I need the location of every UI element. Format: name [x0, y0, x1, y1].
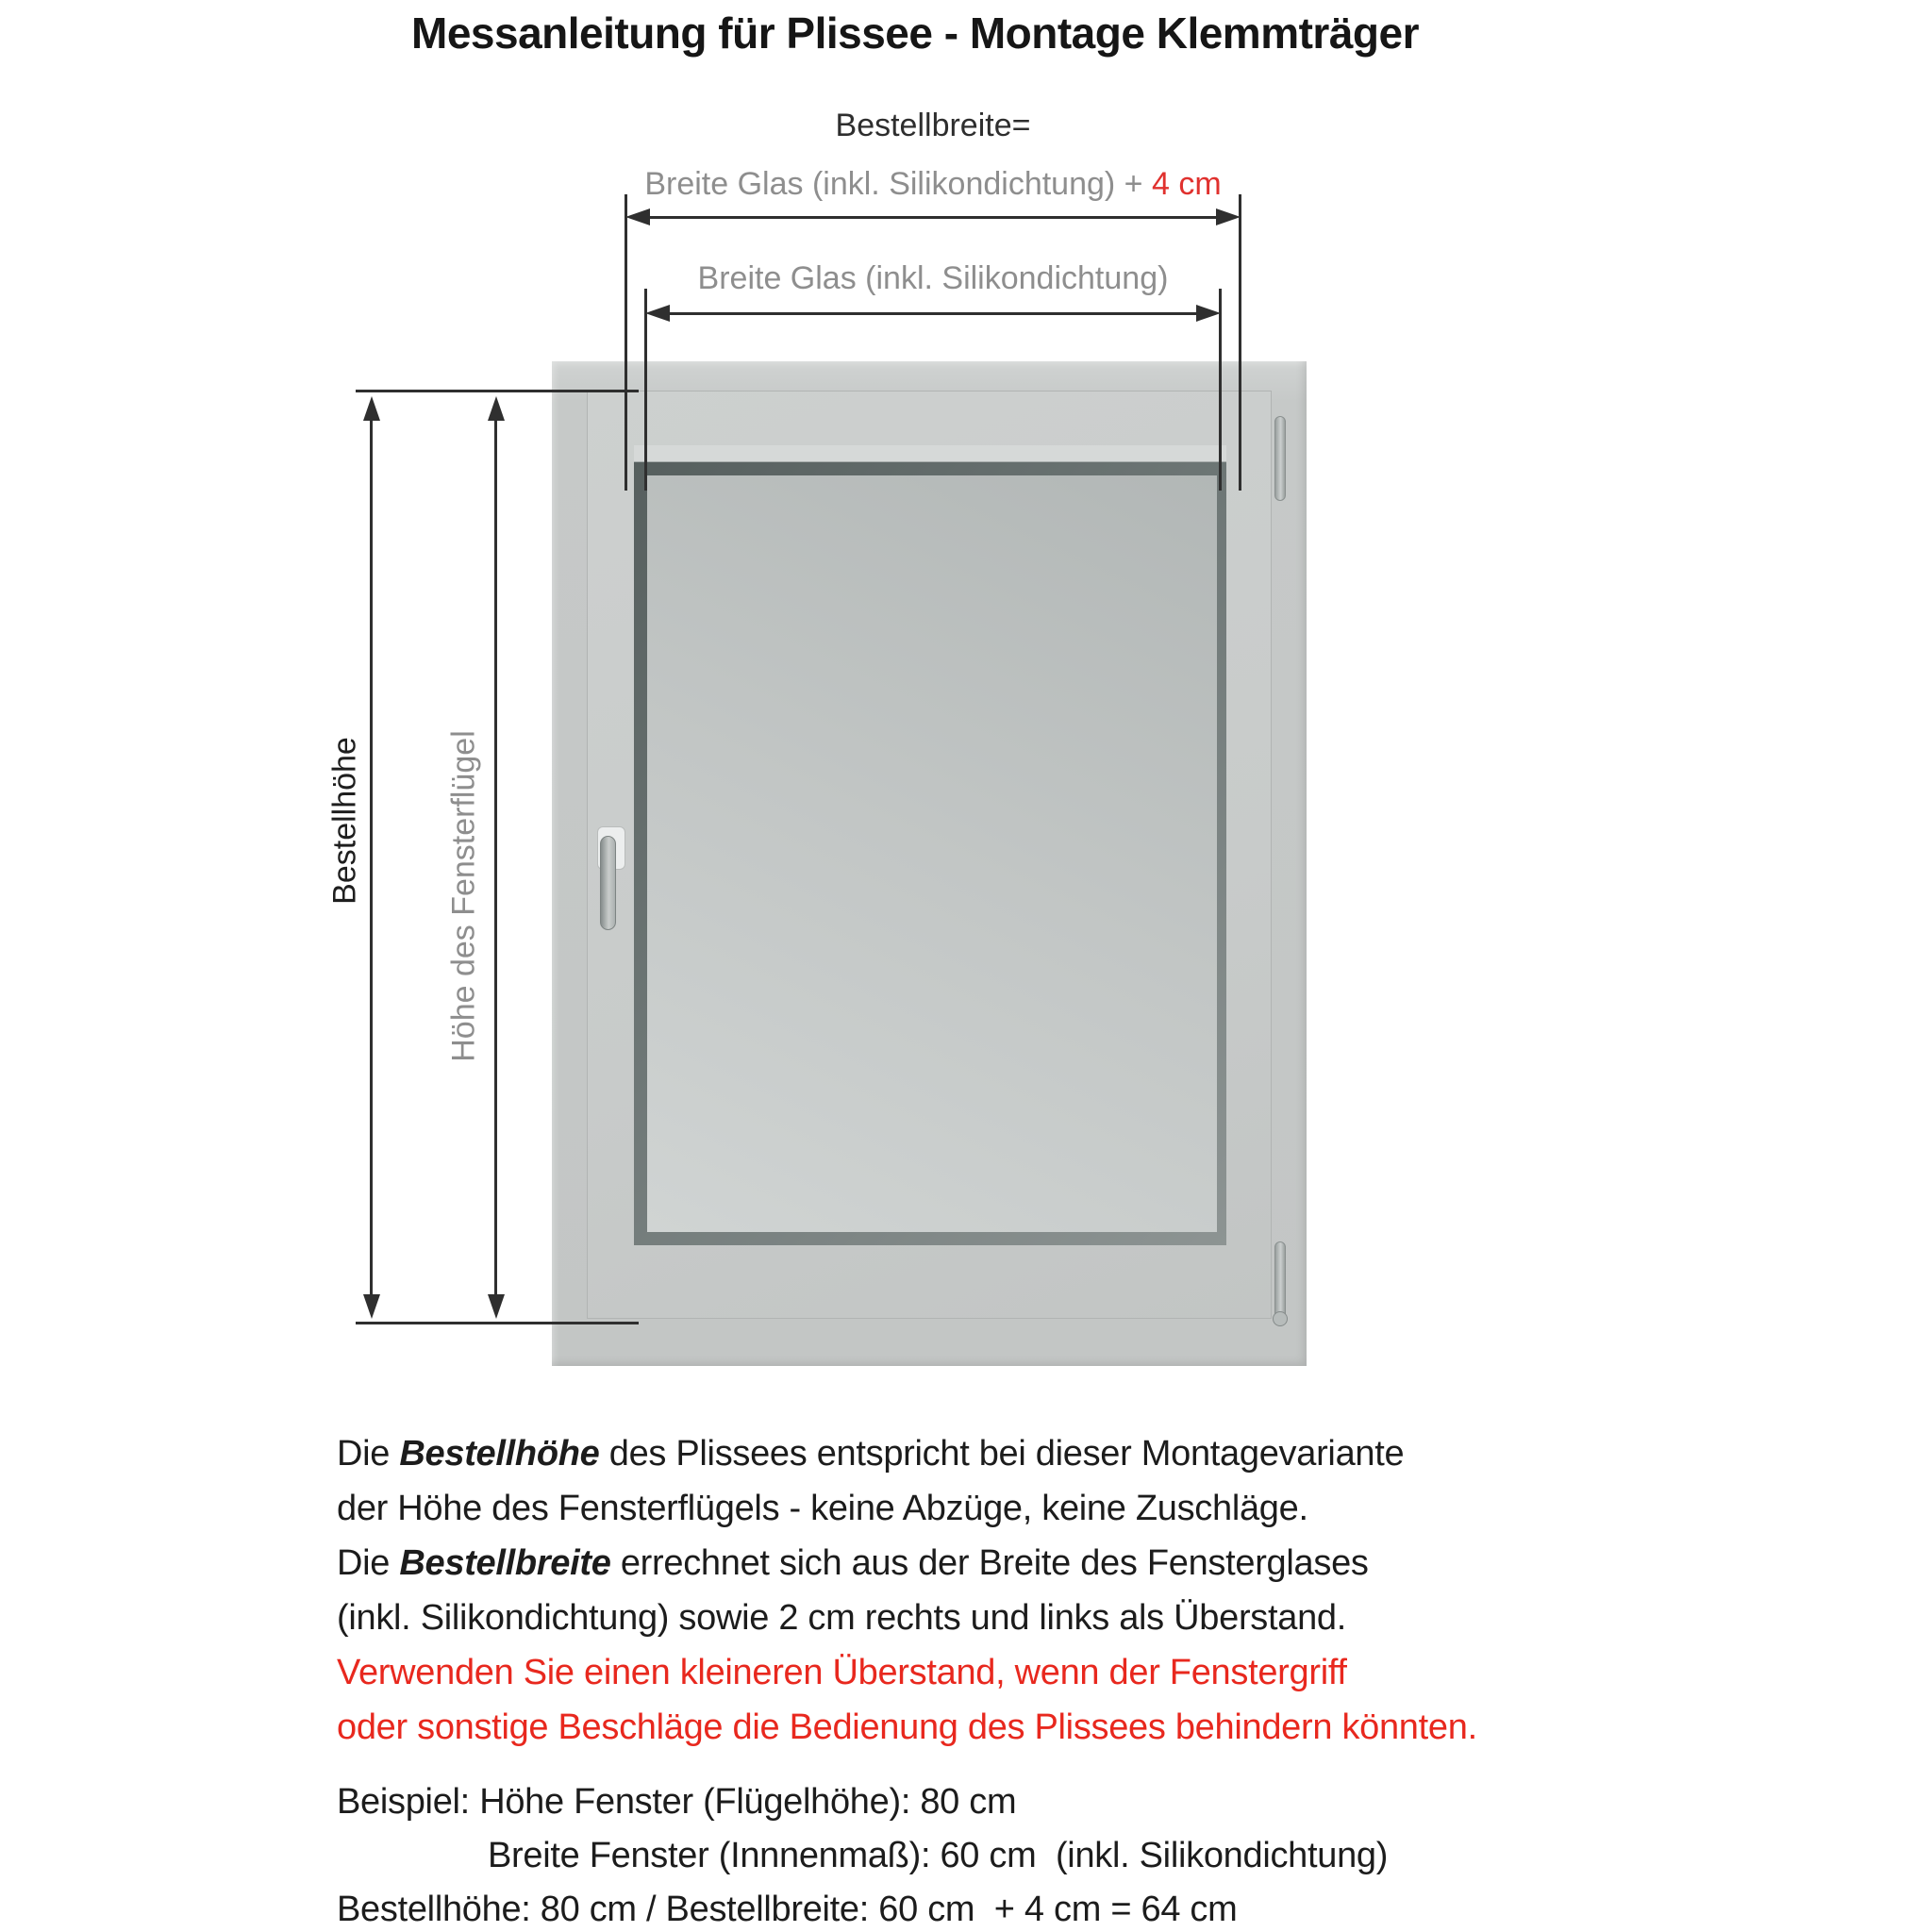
width-arrow-outer-head-left — [625, 208, 650, 225]
outer-width-label-gray: Breite Glas (inkl. Silikondichtung) + — [644, 166, 1152, 202]
outer-width-label — [367, 166, 1499, 203]
window-handle-grip — [600, 836, 616, 930]
window-glass — [647, 475, 1217, 1232]
instructions-block — [337, 1426, 1477, 1755]
instruction-line-1-prefix: Die — [337, 1434, 400, 1474]
outer-width-label-red: 4 cm — [1151, 166, 1222, 202]
instruction-line-1-bold: Bestellhöhe — [399, 1434, 600, 1474]
window-hinge-knob — [1273, 1311, 1288, 1326]
sash-height-label: Höhe des Fensterflügel — [445, 730, 482, 1062]
sash-height-arrow-head-bottom — [488, 1294, 505, 1319]
height-tick-bottom — [356, 1322, 639, 1324]
instruction-line-3 — [337, 1536, 1477, 1591]
example-block — [337, 1775, 1388, 1932]
example-line-3: Bestellhöhe: 80 cm / Bestellbreite: 60 cm + 4 cm = 64 cm — [337, 1890, 1238, 1929]
width-arrow-outer-head-right — [1216, 208, 1241, 225]
instruction-line-4: (inkl. Silikondichtung) sowie 2 cm rechts und links als Überstand. — [337, 1598, 1347, 1638]
sash-top-highlight — [634, 445, 1226, 462]
warning-line-1: Verwenden Sie einen kleineren Überstand, wenn der Fenstergriff — [337, 1653, 1347, 1692]
example-line-2: Breite Fenster (Innnenmaß): 60 cm (inkl. Silikondichtung) — [488, 1836, 1389, 1875]
window-hinge-top — [1274, 416, 1286, 501]
order-height-label: Bestellhöhe — [326, 737, 363, 905]
warning-line-2: oder sonstige Beschläge die Bedienung des Plissees behindern könnten. — [337, 1707, 1477, 1747]
width-arrow-outer-line — [646, 216, 1220, 219]
instruction-line-3-bold: Bestellbreite — [399, 1543, 611, 1583]
order-height-arrow-head-top — [363, 396, 380, 421]
extension-line-outer-right — [1239, 194, 1241, 491]
example-line-1: Beispiel: Höhe Fenster (Flügelhöhe): 80 cm — [337, 1782, 1017, 1822]
sash-height-arrow-head-top — [488, 396, 505, 421]
instruction-line-3-prefix: Die — [337, 1543, 400, 1583]
instruction-line-3-suffix: errechnet sich aus der Breite des Fensterglases — [610, 1543, 1369, 1583]
height-tick-top — [356, 390, 639, 392]
instruction-line-1-suffix: des Plissees entspricht bei dieser Montagevariante — [599, 1434, 1405, 1474]
instruction-line-1 — [337, 1426, 1477, 1481]
width-arrow-inner-head-left — [645, 305, 670, 322]
instruction-line-2: der Höhe des Fensterflügels - keine Abzüge, keine Zuschläge. — [337, 1489, 1308, 1528]
page-title: Messanleitung für Plissee - Montage Klemmträger — [411, 8, 1419, 58]
extension-line-outer-left — [625, 194, 627, 491]
order-height-arrow-head-bottom — [363, 1294, 380, 1319]
order-width-label: Bestellbreite= — [835, 108, 1031, 143]
sash-height-arrow-line — [494, 419, 497, 1296]
inner-width-label: Breite Glas (inkl. Silikondichtung) — [697, 260, 1169, 296]
order-height-arrow-line — [370, 419, 373, 1296]
width-arrow-inner-head-right — [1196, 305, 1221, 322]
width-arrow-inner-line — [666, 312, 1200, 315]
